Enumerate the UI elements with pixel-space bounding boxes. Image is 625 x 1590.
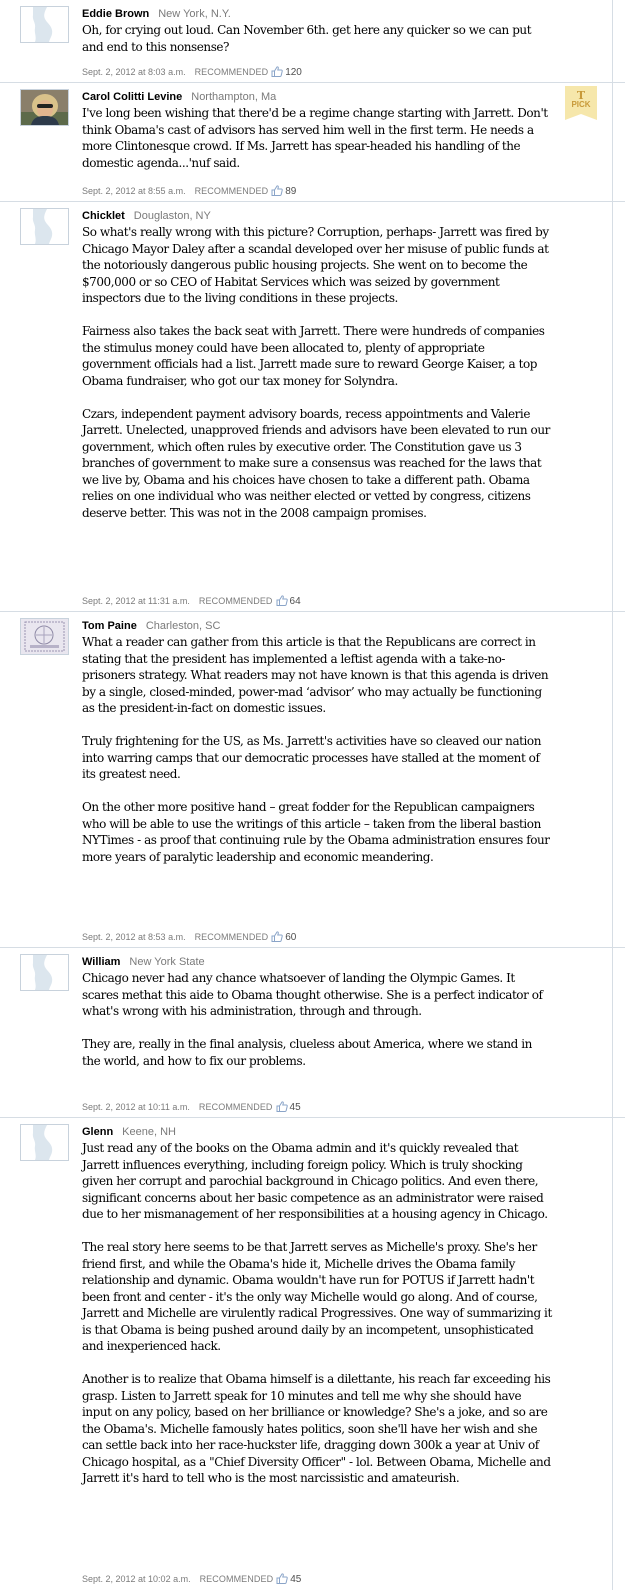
comment-author[interactable]: Eddie Brown [82,8,150,20]
stamp-avatar[interactable] [20,618,69,655]
comment [0,0,625,83]
comment-body [82,1140,552,1487]
comment-paragraph: Just read any of the books on the Obama admin and it's quickly revealed that Jarrett influences everything, including foreign policy. Which is truly shocking given her corrupt and parochial background in Chicago politics. And even there, significant concerns about her basic competence as an administrator were raised due to her mismanagement of her responsibilities at a housing agency in Chicago. [82,1141,548,1221]
nyt-pick-badge [565,86,597,120]
comment-footer [82,1573,301,1586]
comment-paragraph: Fairness also takes the back seat with Jarrett. There were hundreds of companies the stimulus money could have been allocated to, plenty of appropriate government officials had a list. Jarrett made sure to reward George Kaiser, a top Obama fundraiser, who got our tax money for Solyndra. [82,324,545,388]
default-avatar[interactable] [20,6,69,43]
comment-location: Douglaston, NY [133,210,211,222]
comment-author[interactable]: Chicklet [82,210,125,222]
comment-timestamp[interactable]: Sept. 2, 2012 at 10:02 a.m. [82,1574,191,1584]
comment-author[interactable]: Glenn [82,1126,114,1138]
comment-author[interactable]: Tom Paine [82,620,137,632]
comment-meta [82,1126,176,1139]
comment-paragraph: What a reader can gather from this article is that the Republicans are correct in stating that the president has implemented a leftist agenda with a take-no-prisoners strategy. What readers may not have known is that this agenda is driven by a single, closed-minded, power-mad ‘advisor’ who may actually be functioning as the president-in-fact on domestic issues. [82,635,549,715]
recommend-thumb-icon[interactable] [273,1102,290,1112]
recommended-count: 120 [285,67,302,78]
comment-timestamp[interactable]: Sept. 2, 2012 at 10:11 a.m. [82,1102,190,1112]
svg-text:T: T [576,89,586,102]
comment-author[interactable]: William [82,956,121,968]
comment-timestamp[interactable]: Sept. 2, 2012 at 8:03 a.m. [82,67,186,77]
comment-timestamp[interactable]: Sept. 2, 2012 at 11:31 a.m. [82,596,190,606]
comment-meta [82,210,211,223]
comment [0,612,625,948]
comment-meta [82,956,205,969]
recommended-label: RECOMMENDED [194,67,269,77]
comment-body [82,22,552,55]
comment-footer [82,595,301,608]
comment-footer [82,1101,301,1114]
comment [0,202,625,612]
comment-footer [82,185,296,198]
comment-location: New York State [129,956,205,968]
comment-paragraph: Chicago never had any chance whatsoever of landing the Olympic Games. It scares methat this aide to Obama thought otherwise. She is a perfect indicator of what's wrong with his administration, through and through. [82,971,543,1018]
comment-location: Charleston, SC [145,620,221,632]
comment [0,1118,625,1590]
recommend-thumb-icon[interactable] [268,932,285,942]
comment-author[interactable]: Carol Colitti Levine [82,91,183,103]
comment-body [82,105,552,171]
comment-location: Keene, NH [122,1126,176,1138]
recommended-count: 45 [289,1102,301,1113]
comment-paragraph: Oh, for crying out loud. Can November 6th. get here any quicker so we can put and end to this nonsense? [82,23,532,54]
comment-footer [82,931,296,944]
recommended-count: 64 [289,596,301,607]
recommended-count: 60 [285,932,297,943]
comment-location: New York, N.Y. [158,8,231,20]
comment-body [82,634,552,865]
default-avatar[interactable] [20,208,69,245]
recommended-label: RECOMMENDED [194,932,269,942]
comment-paragraph: On the other more positive hand – great fodder for the Republican campaigners who will be able to use the writings of this article – taken from the liberal bastion NYTimes - as proof that continuing rule by the Obama administration ensures four more years of paralytic leadership and economic meandering. [82,800,550,864]
comment-paragraph: So what's really wrong with this picture? Corruption, perhaps- Jarrett was fired by Chicago Mayor Daley after a scandal developed over her misuse of public funds at the notoriously dangerous public housing projects. She went on to become the $700,000 or so CEO of Habitat Services which was seized by government inspectors due to the living conditions in these projects. [82,225,549,305]
nyt-pick-label: PICK [571,100,591,109]
comment-paragraph: Another is to realize that Obama himself is a dilettante, his reach far exceeding his grasp. Listen to Jarrett speak for 10 minutes and tell me why she should have input on any policy, based on her brilliance or knowledge? She's a joke, and so are the Obama's. Michelle famously hates politics, soon she'll have her wish and she can settle back into her race-huckster life, dragging down 300k a year at Univ of Chicago hospital, as a "Chief Diversity Officer" - lol. Between Obama, Michelle and Jarrett it's hard to tell who is the most narcissistic and amateurish. [82,1372,551,1485]
comment-paragraph: They are, really in the final analysis, clueless about America, where we stand in the world, and how to fix our problems. [82,1037,532,1068]
default-avatar[interactable] [20,954,69,991]
recommended-label: RECOMMENDED [199,1574,274,1584]
comment-location: Northampton, Ma [191,91,277,103]
recommend-thumb-icon[interactable] [273,1574,290,1584]
comment-paragraph: The real story here seems to be that Jarrett serves as Michelle's proxy. She's her friend first, and while the Obama's hide it, Michelle drives the Obama family relationship and dynamic. Obama wouldn't have run for POTUS if Jarrett hadn't been front and center - it's the only way Michelle would go along. And of course, Jarrett and Michelle are virulently radical Progressives. One way of summarizing it is that Obama is being pushed around daily by an incompetent, unsophisticated and inexperienced hack. [82,1240,552,1353]
recommended-label: RECOMMENDED [198,596,273,606]
comment [0,948,625,1118]
comment-paragraph: Truly frightening for the US, as Ms. Jarrett's activities have so cleaved our nation into warring camps that our democratic processes have stalled at the moment of its greatest need. [82,734,541,781]
comment-paragraph: I've long been wishing that there'd be a regime change starting with Jarrett. Don't think Obama's cast of advisors has served him well in the first term. He needs a more Clintonesque crowd. If Ms. Jarrett has spear-headed his handling of the domestic agenda...'nuf said. [82,106,548,170]
recommended-count: 89 [285,186,297,197]
comment-footer [82,66,302,79]
recommended-label: RECOMMENDED [198,1102,273,1112]
recommend-thumb-icon[interactable] [268,67,285,77]
recommended-count: 45 [290,1574,302,1585]
recommended-label: RECOMMENDED [194,186,269,196]
comment-meta [82,8,231,21]
comment-body [82,224,552,521]
comment-meta [82,620,220,633]
comment-meta [82,91,276,104]
recommend-thumb-icon[interactable] [273,596,290,606]
comment-body [82,970,552,1069]
comment-timestamp[interactable]: Sept. 2, 2012 at 8:55 a.m. [82,186,186,196]
comment-paragraph: Czars, independent payment advisory boards, recess appointments and Valerie Jarrett. Unelected, unapproved friends and advisors have been elevated to run our government, which often rules by executive order. The Constitution gave us 3 branches of government to make sure a consensus was reached for the laws that we live by, Obama and his choices have chosen to take a different path. Obama relies on one individual who was neither elected or vetted by congress, citizens deserve better. This was not in the 2008 campaign promises. [82,406,550,520]
comment-timestamp[interactable]: Sept. 2, 2012 at 8:53 a.m. [82,932,186,942]
recommend-thumb-icon[interactable] [268,186,285,196]
user-photo-avatar[interactable] [20,89,69,126]
comment [0,83,625,202]
default-avatar[interactable] [20,1124,69,1161]
